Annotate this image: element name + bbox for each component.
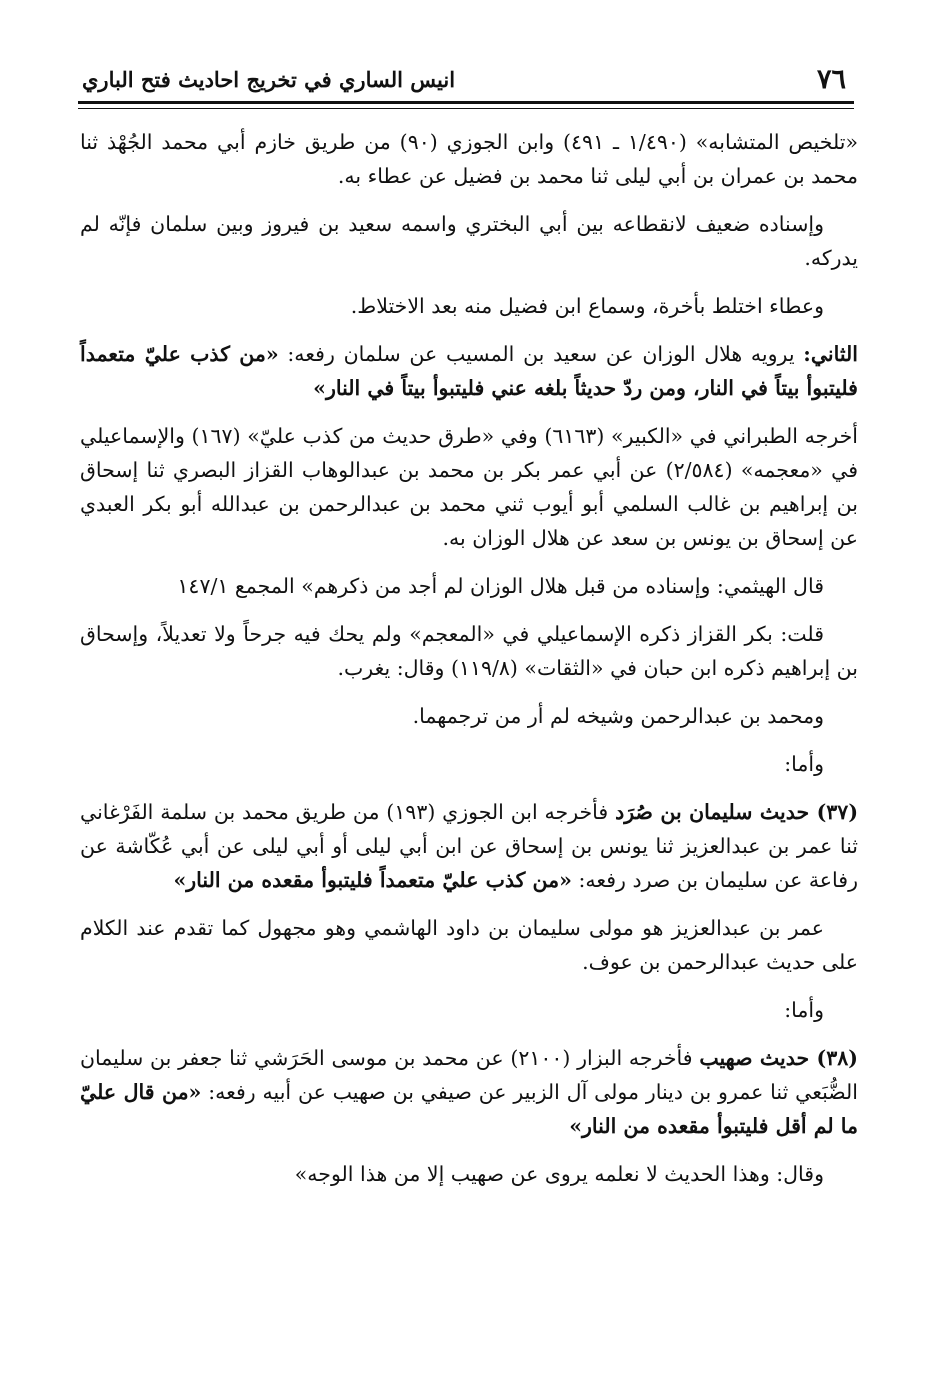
paragraph — [80, 419, 858, 555]
bold-text: (٣٨) حديث صهيب — [699, 1046, 858, 1070]
running-title: انيس الساري في تخريج احاديث فتح الباري — [82, 67, 456, 92]
text-run: عمر بن عبدالعزيز هو مولى سليمان بن داود الهاشمي وهو مجهول كما تقدم عند الكلام على حديث عبدالرحمن بن عوف. — [80, 916, 858, 974]
header-rule-thin — [78, 108, 854, 109]
bold-text: «من كذب عليّ متعمداً فليتبوأ بيتاً في النار، ومن ردّ حديثاً بلغه عني فليتبوأ بيتاً في النار» — [80, 342, 858, 400]
paragraph — [80, 289, 858, 323]
paragraph — [80, 569, 858, 603]
paragraph — [80, 617, 858, 685]
paragraph — [80, 795, 858, 897]
text-run: يرويه هلال الوزان عن سعيد بن المسيب عن سلمان رفعه: — [278, 342, 804, 366]
text-run: قال الهيثمي: وإسناده من قبل هلال الوزان لم أجد من ذكرهم» المجمع ١٤٧/١ — [177, 574, 824, 598]
text-run: وأما: — [784, 752, 824, 776]
paragraph — [80, 207, 858, 275]
paragraph — [80, 699, 858, 733]
text-run: ومحمد بن عبدالرحمن وشيخه لم أر من ترجمهما. — [412, 704, 824, 728]
text-run: «تلخيص المتشابه» (١/٤٩٠ ـ ٤٩١) وابن الجوزي (٩٠) من طريق خازم أبي محمد الجُهْذ ثنا محمد بن عمران بن أبي ليلى ثنا محمد بن فضيل عن عطاء به. — [80, 130, 858, 188]
page-number: ٧٦ — [816, 64, 846, 95]
text-run: وقال: وهذا الحديث لا نعلمه يروى عن صهيب إلا من هذا الوجه» — [294, 1162, 824, 1186]
bold-text: «من كذب عليّ متعمداً فليتبوأ مقعده من النار» — [173, 868, 572, 892]
paragraph — [80, 337, 858, 405]
paragraph — [80, 993, 858, 1027]
text-run: فأخرجه ابن الجوزي (١٩٣) من طريق محمد بن سلمة الفَرْغاني ثنا عمر بن عبدالعزيز ثنا يونس بن إسحاق عن ابن أبي ليلى أو أبي ليلى عن أبي عُكّاشة عن رفاعة عن سليمان بن صرد رفعه: — [80, 800, 858, 892]
paragraph — [80, 911, 858, 979]
paragraph — [80, 125, 858, 193]
header-rule — [78, 101, 854, 104]
text-run: وأما: — [784, 998, 824, 1022]
paragraph — [80, 747, 858, 781]
bold-text: (٣٧) حديث سليمان بن صُرَد — [615, 800, 859, 824]
text-run: فأخرجه البزار (٢١٠٠) عن محمد بن موسى الحَرَشي ثنا جعفر بن سليمان الضُّبَعي ثنا عمرو بن دينار مولى آل الزبير عن صيفي بن صهيب عن أبيه رفعه: — [80, 1046, 858, 1104]
text-run: أخرجه الطبراني في «الكبير» (٦١٦٣) وفي «طرق حديث من كذب عليّ» (١٦٧) والإسماعيلي في «معجمه» (٢/٥٨٤) عن أبي عمر بكر بن محمد بن عبدالوهاب القزاز البصري ثنا إسحاق بن إبراهيم بن غالب السلمي أبو أيوب ثني محمد بن عبدالرحمن بن عبدالله أبو بكر العبدي عن إسحاق بن يونس بن سعد عن هلال الوزان به. — [80, 424, 859, 550]
paragraph — [80, 1041, 858, 1143]
paragraph — [80, 1157, 858, 1191]
body-text — [80, 125, 858, 1205]
page-header — [78, 58, 854, 104]
bold-text: الثاني: — [803, 342, 858, 366]
text-run: وإسناده ضعيف لانقطاعه بين أبي البختري واسمه سعيد بن فيروز وبين سلمان فإنّه لم يدركه. — [80, 212, 858, 270]
bold-text: «من قال عليّ ما لم أقل فليتبوأ مقعده من النار» — [80, 1080, 858, 1138]
text-run: قلت: بكر القزاز ذكره الإسماعيلي في «المعجم» ولم يحك فيه جرحاً ولا تعديلاً، وإسحاق بن إبراهيم ذكره ابن حبان في «الثقات» (١١٩/٨) وقال: يغرب. — [80, 622, 858, 680]
text-run: وعطاء اختلط بأخرة، وسماع ابن فضيل منه بعد الاختلاط. — [350, 294, 824, 318]
